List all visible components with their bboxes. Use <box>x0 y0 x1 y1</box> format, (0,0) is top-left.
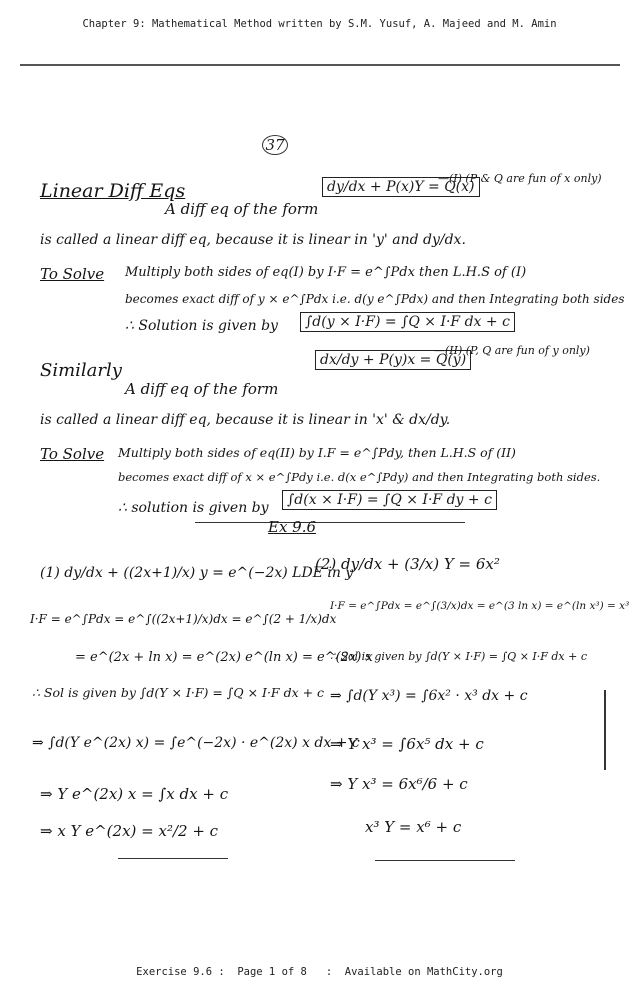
q1-solution-statement: ∴ Sol is given by ∫d(Y × I·F) = ∫Q × I·F dx + c <box>32 685 325 700</box>
q2-integrating-factor: I·F = e^∫Pdx = e^∫(3/x)dx = e^(3 ln x) = e^(ln x³) = x³ <box>330 600 630 612</box>
margin-mark <box>604 690 606 770</box>
linear-called-text: is called a linear diff eq, because it is linear in 'y' and dy/dx. <box>40 232 466 248</box>
similarly-heading: Similarly <box>40 360 122 381</box>
linear-form-intro: A diff eq of the form <box>165 200 319 218</box>
similarly-form-intro: A diff eq of the form <box>125 380 279 398</box>
q1-integrating-factor-simplified: = e^(2x + ln x) = e^(2x) e^(ln x) = e^(2x) x <box>75 650 373 665</box>
similarly-multiply-text: Multiply both sides of eq(II) by I.F = e^∫Pdy, then L.H.S of (II) <box>118 445 516 460</box>
linear-becomes-text: becomes exact diff of y × e^∫Pdx i.e. d(y e^∫Pdx) and then Integrating both sides <box>125 292 625 306</box>
linear-multiply-text: Multiply both sides of eq(I) by I·F = e^∫Pdx then L.H.S of (I) <box>125 265 527 280</box>
q2-equation: (2) dy/dx + (3/x) Y = 6x² <box>315 555 500 573</box>
similarly-solution-equation: ∫d(x × I·F) = ∫Q × I·F dy + c <box>282 490 497 510</box>
linear-heading: Linear Diff Eqs <box>40 180 186 202</box>
top-divider <box>20 64 620 66</box>
linear-form-note: —(I) (P & Q are fun of x only) <box>438 172 602 185</box>
linear-form-equation: dy/dx + P(x)Y = Q(x) <box>322 177 480 197</box>
similarly-becomes-text: becomes exact diff of x × e^∫Pdy i.e. d(x e^∫Pdy) and then Integrating both sides. <box>118 470 601 484</box>
q1-step-2: ⇒ Y e^(2x) x = ∫x dx + c <box>40 785 229 803</box>
similarly-form-equation: dx/dy + P(y)x = Q(y) <box>315 350 471 370</box>
q1-equation: (1) dy/dx + ((2x+1)/x) y = e^(−2x) LDE in y <box>40 565 354 581</box>
linear-to-solve-label: To Solve <box>40 265 105 283</box>
exercise-divider <box>195 522 465 523</box>
similarly-called-text: is called a linear diff eq, because it is linear in 'x' & dx/dy. <box>40 412 451 428</box>
q1-integrating-factor: I·F = e^∫Pdx = e^∫((2x+1)/x)dx = e^∫(2 + 1/x)dx <box>30 612 337 626</box>
q2-step-2: ⇒ Y x³ = ∫6x⁵ dx + c <box>330 735 484 753</box>
linear-solution-equation: ∫d(y × I·F) = ∫Q × I·F dx + c <box>300 312 515 332</box>
similarly-form-note: —(II) (P, Q are fun of y only) <box>434 344 590 357</box>
similarly-to-solve-label: To Solve <box>40 445 105 463</box>
page-header: Chapter 9: Mathematical Method written by S.M. Yusuf, A. Majeed and M. Amin <box>82 18 557 30</box>
q1-step-3: ⇒ x Y e^(2x) = x²/2 + c <box>40 822 219 840</box>
q2-end-rule <box>375 860 515 861</box>
exercise-title: Ex 9.6 <box>268 518 317 536</box>
q2-step-3: ⇒ Y x³ = 6x⁶/6 + c <box>330 775 468 793</box>
q1-step-1: ⇒ ∫d(Y e^(2x) x) = ∫e^(−2x) · e^(2x) x dx + c <box>32 735 360 751</box>
similarly-solution-label: ∴ solution is given by <box>118 500 269 516</box>
linear-solution-label: ∴ Solution is given by <box>125 318 278 334</box>
page-footer: Exercise 9.6 : Page 1 of 8 : Available on MathCity.org <box>136 966 503 978</box>
page-number: 37 <box>262 135 288 155</box>
q2-step-1: ⇒ ∫d(Y x³) = ∫6x² · x³ dx + c <box>330 688 528 704</box>
q1-end-rule <box>118 858 228 859</box>
q2-solution-statement: ∴ Sol is given by ∫d(Y × I·F) = ∫Q × I·F dx + c <box>330 650 588 663</box>
q2-step-4: x³ Y = x⁶ + c <box>365 818 462 836</box>
